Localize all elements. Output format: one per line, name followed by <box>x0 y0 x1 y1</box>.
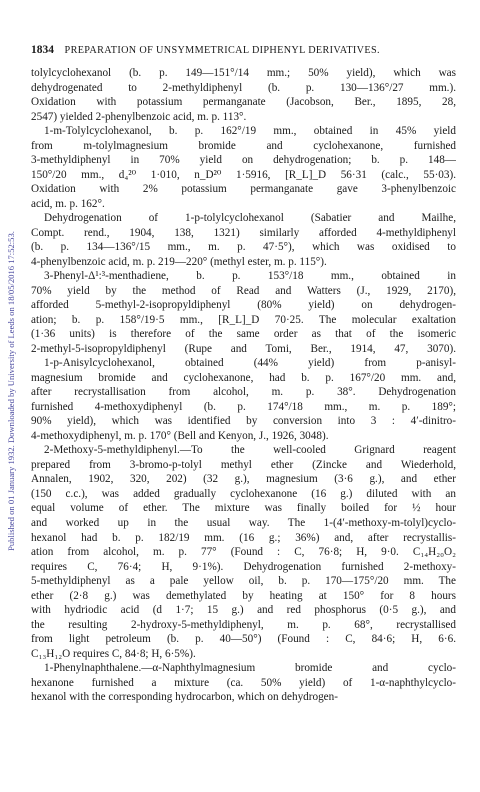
text-line: 3-methyldiphenyl in 70% yield on dehydrogenation; b. p. 148— <box>31 154 456 167</box>
text-line: C₁₃H₁₂O requires C, 84·8; H, 6·5%). <box>31 647 196 660</box>
text-line: hexanol had b. p. 182/19 mm. (16 g.; 36%) and, after recrystallis- <box>31 531 456 544</box>
text-line: 5-methyldiphenyl as a pale yellow oil, b. p. 170—175°/20 mm. The <box>31 575 456 588</box>
text-line: magnesium bromide and cyclohexanone, had b. p. 167°/20 mm. and, <box>31 371 456 384</box>
text-line: (b. p. 134—136°/15 mm., m. p. 47·5°), which was oxidised to <box>31 241 456 254</box>
text-line: prepared from 3-bromo-p-tolyl methyl ether (Zincke and Wiederhold, <box>31 458 456 471</box>
text-line: and worked up in the usual way. The 1-(4′-methoxy-m-tolyl)cyclo- <box>31 516 456 529</box>
text-line: Dehydrogenation of 1-p-tolylcyclohexanol (Sabatier and Mailhe, <box>44 212 456 225</box>
text-line: ation; b. p. 158°/19·5 mm., [R_L]_D 70·25. The molecular exaltation <box>31 313 456 326</box>
text-line: 2-methyl-5-isopropyldiphenyl (Rupe and Tomi, Ber., 1914, 47, 3070). <box>31 342 456 355</box>
text-line: from light petroleum (b. p. 40—50°) (Found : C, 84·6; H, 6·6. <box>31 633 456 646</box>
text-line: 2-Methoxy-5-methyldiphenyl.—To the well-cooled Grignard reagent <box>44 444 456 457</box>
text-line: Oxidation with 2% potassium permanganate gave 3-phenylbenzoic <box>31 183 456 196</box>
text-line: 4-methoxydiphenyl, m. p. 170° (Bell and Kenyon, J., 1926, 3048). <box>31 429 329 442</box>
text-line: ation from alcohol, m. p. 77° (Found : C, 76·8; H, 9·0. C₁₄H₂₀O₂ <box>31 546 456 559</box>
text-line: afforded 5-methyl-2-isopropyldiphenyl (80% yield) on dehydrogen- <box>31 299 456 312</box>
text-line: 1-p-Anisylcyclohexanol, obtained (44% yield) from p-anisyl- <box>44 357 456 370</box>
text-line: ether (2·8 g.) was demethylated by heating at 150° for 8 hours <box>31 589 456 602</box>
text-line: after recrystallisation from alcohol, m. p. 38°. Dehydrogenation <box>31 386 456 399</box>
text-line: tolylcyclohexanol (b. p. 149—151°/14 mm.; 50% yield), which was <box>31 67 456 79</box>
text-line: hexanone furnished a mixture (ca. 50% yield) of 1-α-naphthylcyclo- <box>31 676 456 689</box>
article-body <box>31 66 456 705</box>
text-line: furnished 4-methoxydiphenyl (b. p. 174°/18 mm., m. p. 189°; <box>31 400 456 413</box>
download-watermark <box>4 76 18 706</box>
text-line: 1-m-Tolylcyclohexanol, b. p. 162°/19 mm., obtained in 45% yield <box>44 125 456 138</box>
text-line: 1-Phenylnaphthalene.—α-Naphthylmagnesium bromide and cyclo- <box>44 662 456 675</box>
download-notice: Published on 01 January 1932. Downloaded by University of Leeds on 18/05/2016 17:52:53. <box>6 231 16 551</box>
text-line: Compt. rend., 1904, 138, 1321) similarly afforded 4-methyldiphenyl <box>31 226 456 239</box>
text-line: requires C, 76·4; H, 9·1%). Dehydrogenation furnished 2-methoxy- <box>31 560 456 573</box>
text-line: 2547) yielded 2-phenylbenzoic acid, m. p. 113°. <box>31 110 247 123</box>
text-line: dehydrogenated to 2-methyldiphenyl (b. p. 130—136°/27 mm.). <box>31 81 456 94</box>
text-line: from m-tolylmagnesium bromide and cyclohexanone, furnished <box>31 139 456 152</box>
text-line: 3-Phenyl-Δ¹:³-menthadiene, b. p. 153°/18 mm., obtained in <box>44 270 456 283</box>
text-line: (1·36 units) is therefore of the same order as that of the isomeric <box>31 328 456 341</box>
text-line: hexanol with the corresponding hydrocarbon, which on dehydrogen- <box>31 691 338 704</box>
page-number: 1834 <box>31 44 54 56</box>
text-line: Oxidation with potassium permanganate (Jacobson, Ber., 1895, 28, <box>31 96 456 109</box>
text-line: equal volume of ether. The mixture was finally boiled for ½ hour <box>31 502 456 515</box>
text-line: the resulting 2-hydroxy-5-methyldiphenyl, m. p. 68°, recrystallised <box>31 618 456 631</box>
text-line: 90% yield), which was identified by conversion into 3 : 4′-dinitro- <box>31 415 456 428</box>
text-line: 150°/20 mm., d₄²⁰ 1·010, n_D²⁰ 1·5916, [R_L]_D 56·31 (calc., 55·03). <box>31 168 456 181</box>
running-title: PREPARATION OF UNSYMMETRICAL DIPHENYL DERIVATIVES. <box>64 45 380 56</box>
text-line: (150 c.c.), was added gradually cyclohexanone (16 g.) diluted with an <box>31 487 456 500</box>
text-line: 4-phenylbenzoic acid, m. p. 219—220° (methyl ester, m. p. 115°). <box>31 255 327 268</box>
text-line: with hydriodic acid (d 1·7; 15 g.) and red phosphorus (0·5 g.), and <box>31 604 456 617</box>
running-header <box>31 44 451 56</box>
text-line: 70% yield by the method of Read and Watters (J., 1929, 2170), <box>31 284 456 297</box>
text-line: Annalen, 1902, 320, 202) (32 g.), magnesium (3·6 g.), and ether <box>31 473 456 486</box>
text-line: acid, m. p. 162°. <box>31 197 105 210</box>
